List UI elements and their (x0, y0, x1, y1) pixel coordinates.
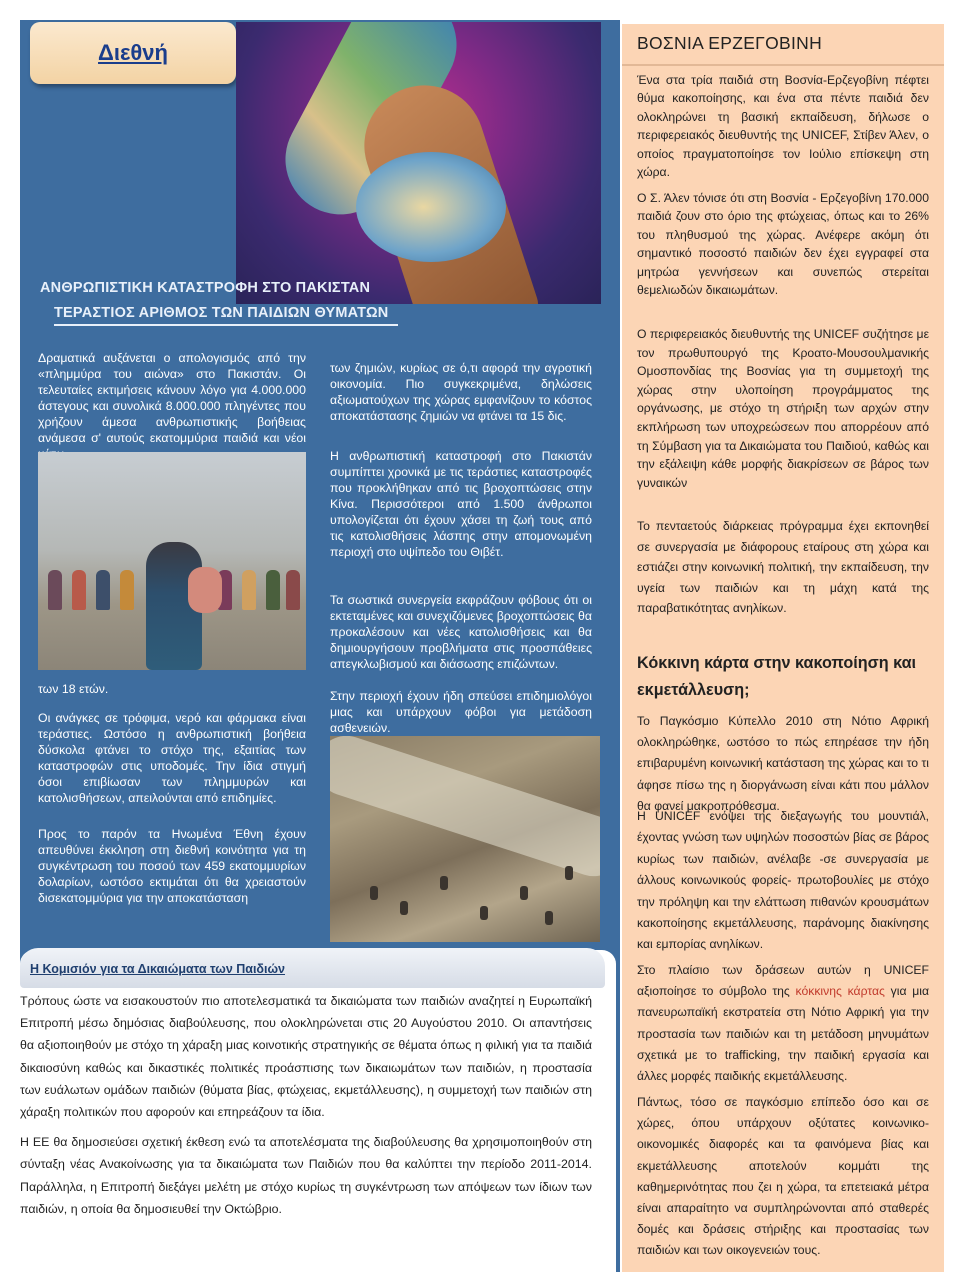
headline-primary: ΑΝΘΡΩΠΙΣΤΙΚΗ ΚΑΤΑΣΤΡΟΦΗ ΣΤΟ ΠΑΚΙΣΤΑΝ (40, 280, 371, 296)
pakistan-col2-paragraph-2: Η ανθρωπιστική καταστροφή στο Πακιστάν συμπίπτει χρονικά με τις τεράστιες καταστροφές που προκλήθηκαν από τις βροχοπτώσεις στην Κίνα. Περισσότεροι από 1.500 άνθρωποι υπολογίζεται ότι έχουν χάσει τη ζωή τους από τις κατολισθήσεις λάσπης στην απομονωμένη περιοχή στο υψίπεδο του Θιβέτ. (330, 449, 592, 559)
hands-image (236, 22, 601, 304)
children-photo (38, 452, 306, 670)
redcard-title: Κόκκινη κάρτα στην κακοποίηση και εκμετάλλευση; (637, 654, 917, 699)
bosnia-paragraph-4: Το πενταετούς διάρκειας πρόγραμμα έχει εκπονηθεί σε συνεργασία με διάφορους εταίρους στη χώρα και εστιάζει στην κοινωνική πολιτική, την εκπαίδευση, την υγεία των παιδιών και τη μάχη κατά της παραβατικότητας ανηλίκων. (637, 519, 929, 616)
bosnia-paragraph-3: Ο περιφερειακός διευθυντής της UNICEF συζήτησε με τον πρωθυπουργό της Κροατο-Μουσουλμανικής Ομοσπονδίας της Βοσνίας για τη συμμετοχή της χώρας στην υλοποίηση προγράμματος της οργάνωσης, με στόχο τη στήριξη των αρχών στην εκπλήρωση των υποχρεώσεων που απορρέουν από τη Σύμβαση για τα Δικαιώματα του Παιδιού, καθώς και την εξάλειψη κάθε μορφής διακρίσεων σε βάρος των γυναικών (637, 327, 929, 490)
headline-underline (54, 324, 398, 326)
redcard-paragraph-3-start: Στο πλαίσιο των δράσεων αυτών η UNICEF αξιοποίησε το σύμβολο της (637, 963, 929, 999)
redcard-paragraph-1: Το Παγκόσμιο Κύπελλο 2010 στη Νότιο Αφρική ολοκληρώθηκε, ωστόσο το πώς επηρέασε την ήδη επιβαρυμένη κοινωνική κατάσταση της χώρας και το τι άφησε πίσω της η διοργάνωση είναι κάτι που μάλλον θα φανεί μακροπρόθεσμα. (637, 714, 929, 813)
redcard-paragraph-3-end: για μια πανευρωπαϊκή εκστρατεία στη Νότιο Αφρική για την προστασία των παιδιών και τη μετάδοση μηνυμάτων σχετικά με το trafficking, την παιδική εργασία και άλλες μορφές παιδικής εκμετάλλευσης. (637, 984, 929, 1084)
pakistan-col2-paragraph-3: Τα σωστικά συνεργεία εκφράζουν φόβους ότι οι εκτεταμένες και συνεχιζόμενες βροχοπτώσεις θα προκαλέσουν και νέες κατολισθήσεις και θα δημιουργήσουν προβλήματα στις προσπάθειες απεγκλωβισμού και διάσωσης επιζώντων. (330, 593, 592, 671)
pakistan-paragraph-3: Προς το παρόν τα Ηνωμένα Έθνη έχουν απευθύνει έκκληση στη διεθνή κοινότητα για τη συγκέντρωση του ποσού των 459 εκατομμυρίων δολαρίων, ωστόσο εκτιμάται ότι θα χρειαστούν δισεκατομμύρια για την αποκατάσταση (38, 827, 306, 905)
pakistan-col2-paragraph-4: Στην περιοχή έχουν ήδη σπεύσει επιδημιολόγοι μιας και υπάρχουν φόβοι για μετάδοση ασθενειών. (330, 689, 592, 735)
committee-body (20, 990, 592, 1228)
headline-secondary: ΤΕΡΑΣΤΙΟΣ ΑΡΙΘΜΟΣ ΤΩΝ ΠΑΙΔΙΩΝ ΘΥΜΑΤΩΝ (54, 305, 389, 321)
committee-paragraph-1: Τρόπους ώστε να εισακουστούν πιο αποτελεσματικά τα δικαιώματα των παιδιών αναζητεί η Ευρωπαϊκή Επιτροπή μέσω δημόσιας διαβούλευσης, που ολοκληρώνεται στις 20 Αυγούστου 2010. Οι απαντήσεις θα αξιοποιηθούν με στόχο τη χάραξη μιας κοινοτικής στρατηγικής σε θέματα όπως η φιλική για τα παιδιά δικαιοσύνη καθώς και δικαστικές πολιτικές προάσπισης των δικαιωμάτων των παιδιών, η προστασία των ευάλωτων ομάδων παιδιών (θύματα βίας, φτώχειας, εκμετάλλευσης), η συμμετοχή των παιδιών στη χάραξη πολιτικών που αφορούν και επηρεάζουν τα ίδια. (20, 994, 592, 1120)
bosnia-paragraph-2: Ο Σ. Άλεν τόνισε ότι στη Βοσνία - Ερζεγοβίνη 170.000 παιδιά ζουν στο όριο της φτώχειας, όπως και το 26% του πληθυσμού της χώρας. Ανέφερε ακόμη ότι σημαντικό ποσοστό παιδιών δεν έχει εγγραφεί στα μητρώα γεννήσεων και συνεπώς στερείται θεμελιωδών δικαιωμάτων. (637, 191, 929, 298)
pakistan-paragraph-1-end: των 18 ετών. (38, 682, 109, 696)
pakistan-paragraph-2: Οι ανάγκες σε τρόφιμα, νερό και φάρμακα είναι τεράστιες. Ωστόσο η ανθρωπιστική βοήθεια δύσκολα φτάνει το στόχο της, εξαιτίας των καταστροφών στις υποδομές. Την ίδια στιγμή όσοι επιβίωσαν των πλημμυρών και κατολισθήσεων, απειλούνται από επιδημίες. (38, 711, 306, 805)
pakistan-col2-paragraph-1: των ζημιών, κυρίως σε ό,τι αφορά την αγροτική οικονομία. Πιο συγκεκριμένα, δηλώσεις αξιωματούχων της χώρας εμφανίζουν το κόστος αποκατάστασης ζημιών να φτάνει τα 15 δις. (330, 361, 592, 423)
red-card-highlight: κόκκινης κάρτας (795, 984, 885, 999)
committee-title: Η Κομισιόν για τα Δικαιώματα των Παιδιών (30, 962, 285, 976)
bosnia-paragraph-1: Ένα στα τρία παιδιά στη Βοσνία-Ερζεγοβίνη πέφτει θύμα κακοποίησης, και ένα στα πέντε παιδιά δεν ολοκληρώνει τη βασική εκπαίδευση, δήλωσε ο περιφερειακός διευθυντής της UNICEF, Στίβεν Άλεν, ο οποίος πραγματοποίησε τον Ιούλιο επίσκεψη στη χώρα. (637, 73, 929, 180)
bosnia-title-rule (622, 64, 944, 66)
redcard-paragraph-2: Η UNICEF ενόψει της διεξαγωγής του μουντιάλ, έχοντας γνώση των υψηλών ποσοστών βίας σε βάρος κυρίως των παιδιών, ανέλαβε -σε συνεργασία με άλλους κοινωνικούς φορείς- πρωτοβουλίες με στόχο την πρόληψη και την ελάττωση πιθανών κρουσμάτων κακοποίησης εκμετάλλευσης, παράνομης διακίνησης και εμπορίας ανηλίκων. (637, 809, 929, 952)
landslide-photo (330, 736, 600, 942)
committee-paragraph-2: Η ΕΕ θα δημοσιεύσει σχετική έκθεση ενώ τα αποτελέσματα της διαβούλευσης θα χρησιμοποιηθούν στη σύνταξη νέας Ανακοίνωσης για τα δικαιώματα των Παιδιών που θα καλύπτει την περίοδο 2011-2014. Παράλληλα, η Επιτροπή διεξάγει μελέτη με στόχο κυρίως τη συγκέντρωση των απόψεων των ίδιων των παιδιών, η οποία θα δημοσιευθεί την Οκτώβριο. (20, 1135, 592, 1216)
pakistan-paragraph-1: Δραματικά αυξάνεται ο απολογισμός από την «πλημμύρα του αιώνα» στο Πακιστάν. Οι τελευταίες εκτιμήσεις κάνουν λόγο για 4.000.000 άστεγους και συνολικά 8.000.000 πληγέντες που χρήζουν άμεσα ανθρωπιστικής βοήθειας ανάμεσα σ' αυτούς εκατομμύρια παιδιά και νέοι (38, 351, 306, 445)
redcard-paragraph-4: Πάντως, τόσο σε παγκόσμιο επίπεδο όσο και σε χώρες, όπου υπάρχουν οξύτατες κοινωνικο-οικονομικές διαφορές και τα φαινόμενα βίας και εκμετάλλευσης αποτελούν κομμάτι της καθημερινότητας που ζει η χώρα, τα επετειακά μέτρα είναι απαραίτητο να συμπληρώνονται από σταθερές δομές και δράσεις στήριξης και προστασίας των παιδιών και των οικογενειών τους. (637, 1095, 929, 1258)
section-header (30, 22, 236, 84)
redcard-paragraph-3 (637, 960, 929, 1087)
section-title: Διεθνή (98, 40, 168, 65)
bosnia-title: ΒΟΣΝΙΑ ΕΡΖΕΓΟΒΙΝΗ (637, 33, 823, 53)
